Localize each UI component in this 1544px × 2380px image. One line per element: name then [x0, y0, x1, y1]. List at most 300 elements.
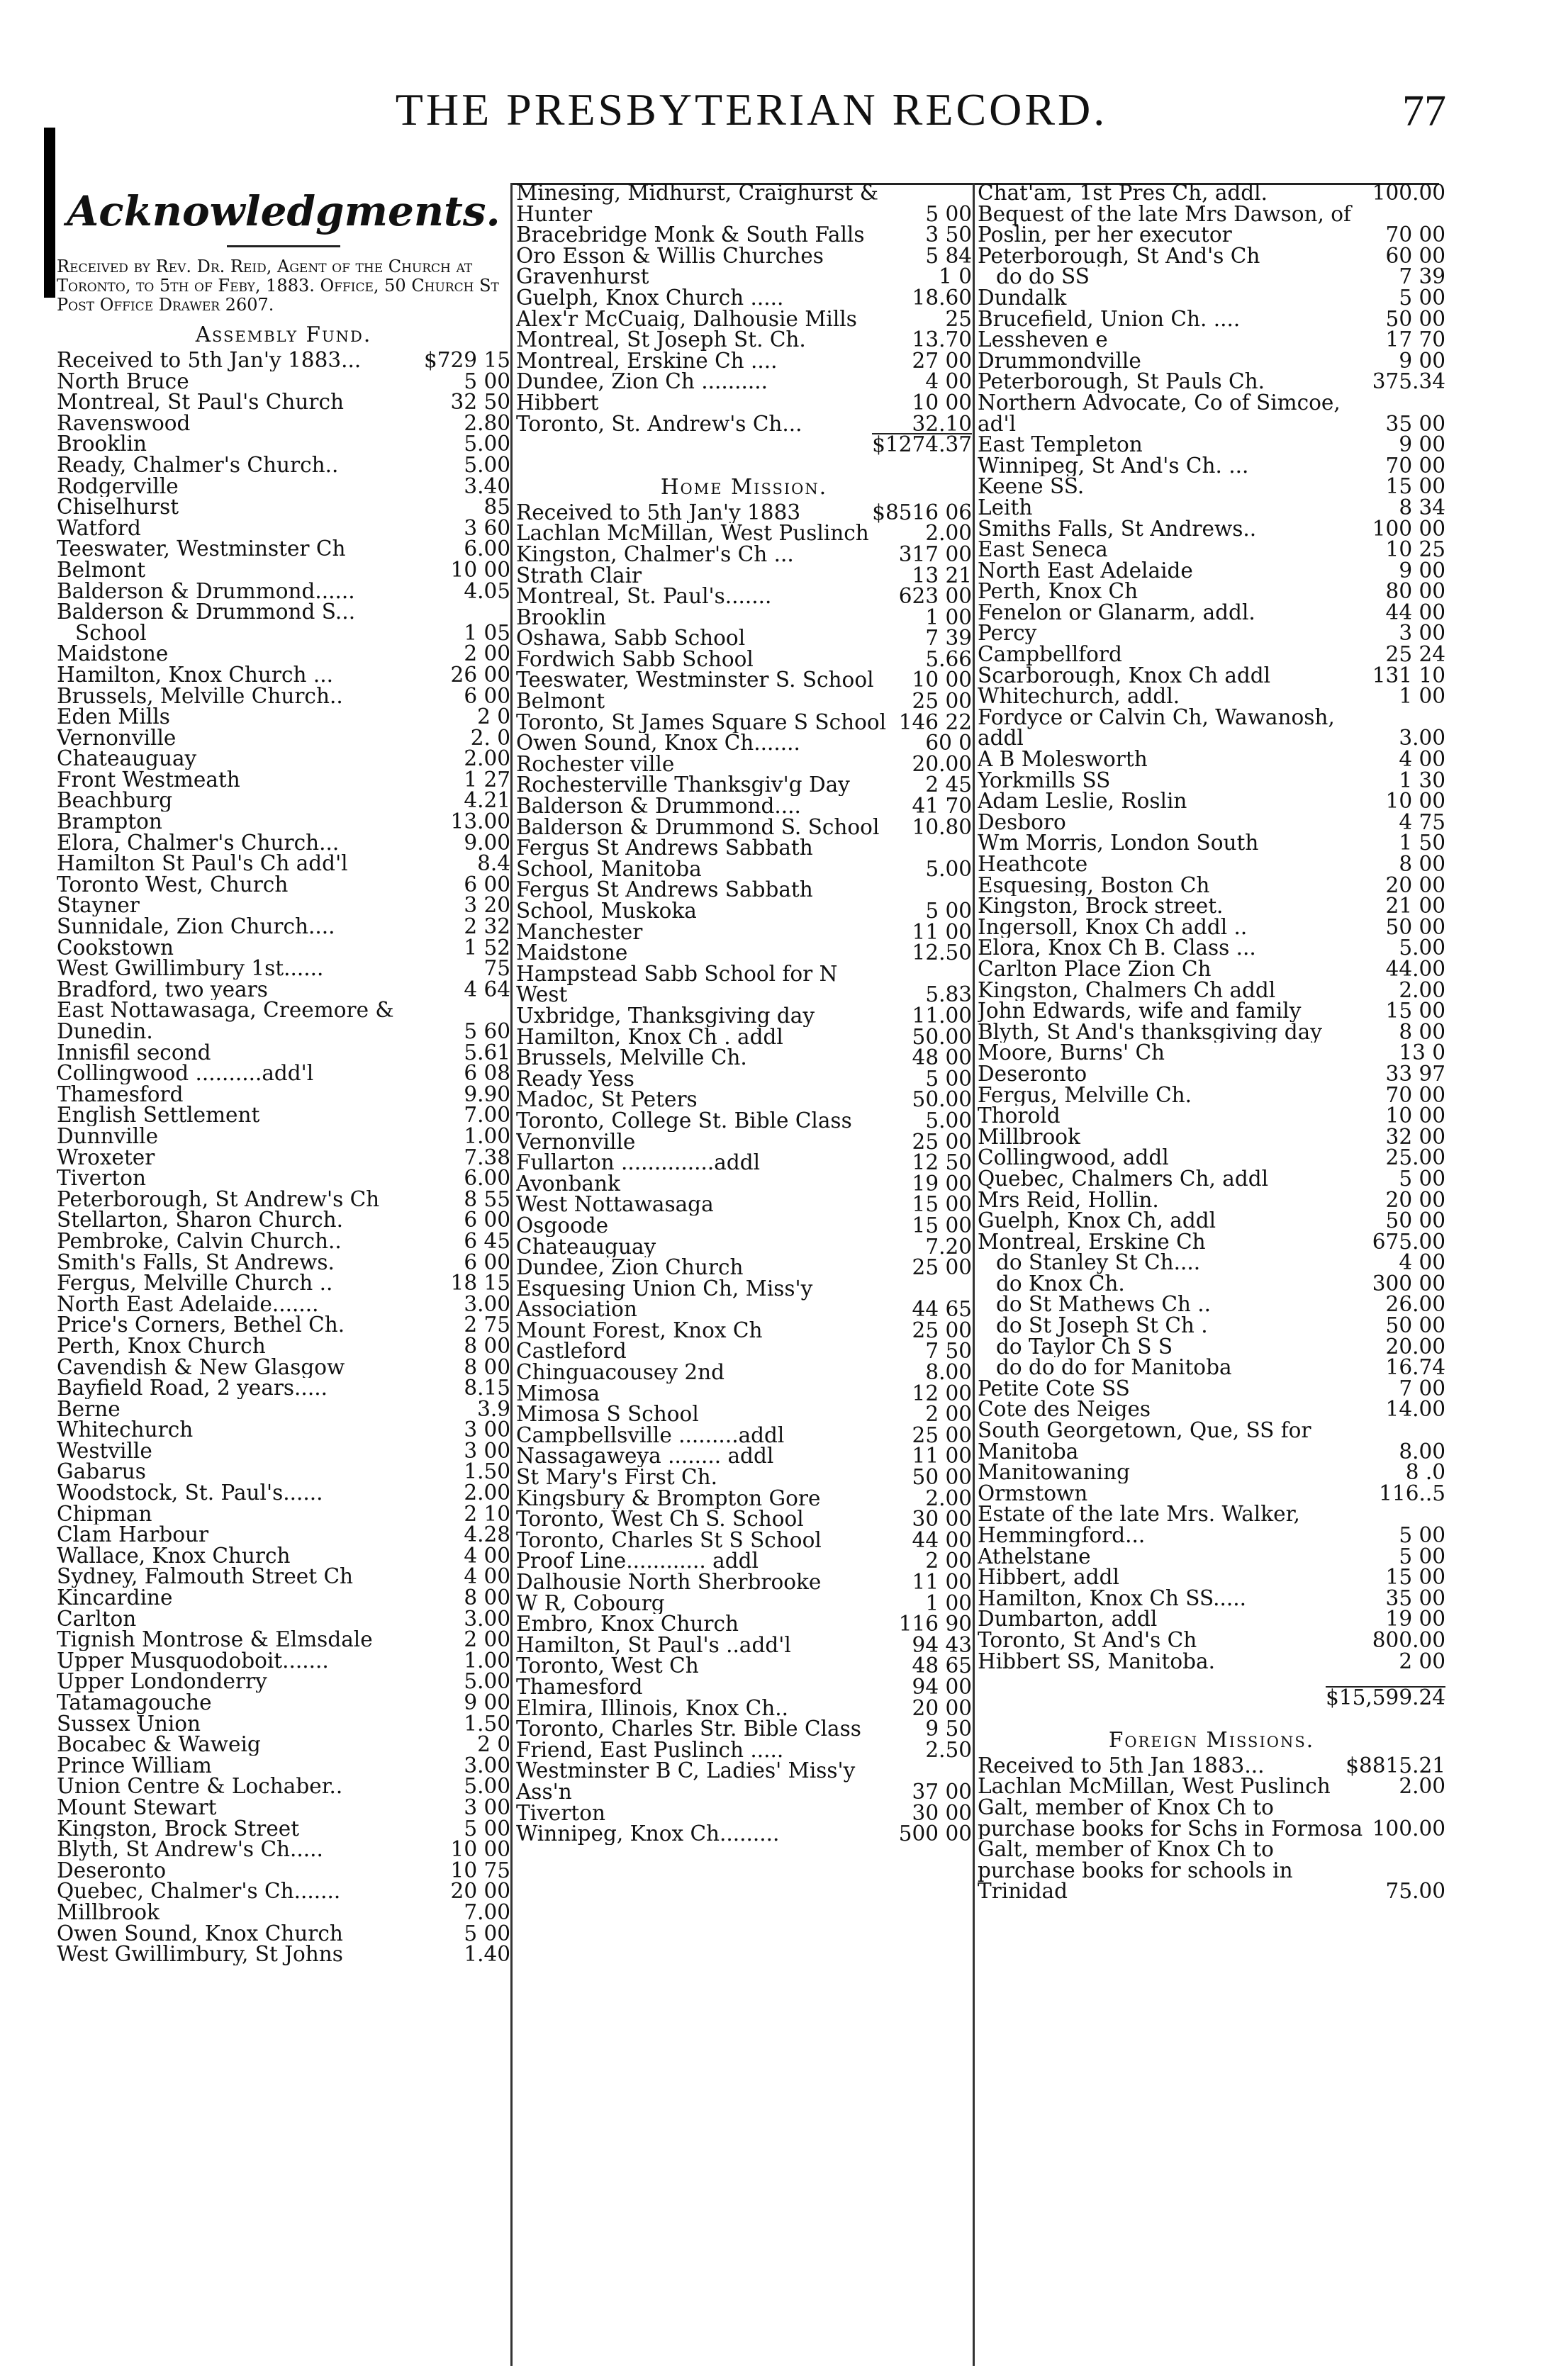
entry-amount: 60 0: [925, 731, 972, 756]
entry-name: Fergus St Andrews Sabbath School, Manitoba: [516, 838, 813, 880]
entry-row: [516, 709, 972, 734]
entry-row: [516, 1446, 972, 1467]
entry-row: [57, 767, 510, 792]
entry-name: South Georgetown, Que, SS for Manitoba: [978, 1420, 1311, 1463]
entry-row: [516, 670, 972, 691]
entry-name: Tatamagouche: [57, 1693, 212, 1714]
entry-amount: 9 50: [925, 1717, 972, 1741]
entry-name: Mount Stewart: [57, 1797, 217, 1819]
entry-row: [57, 1273, 510, 1294]
entry-name: Hamilton, Knox Church ...: [57, 664, 334, 686]
entry-amount: 5.00: [925, 1108, 972, 1133]
assembly-fund-total-row: [516, 434, 972, 456]
column-left: [57, 183, 510, 1965]
entry-amount: 1 52: [464, 935, 510, 960]
entry-amount: 2.00: [925, 521, 972, 546]
entry-name: Millbrook: [57, 1902, 160, 1924]
entry-amount: 8 00: [1399, 1019, 1445, 1044]
entry-row: [978, 306, 1445, 331]
entry-amount: 15 00: [1385, 1565, 1445, 1590]
entry-amount: 32 50: [450, 390, 510, 415]
entry-row: [978, 1399, 1445, 1420]
entry-name: Chiselhurst: [57, 497, 179, 518]
entry-name: Peterborough, St Andrew's Ch: [57, 1189, 380, 1211]
entry-row: [57, 1438, 510, 1463]
margin-bar: [44, 128, 55, 298]
entry-row: [57, 1711, 510, 1736]
entry-amount: 2. 0: [470, 725, 510, 750]
entry-name: Drummondville: [978, 350, 1141, 372]
entry-row: [978, 1334, 1445, 1359]
assembly-fund-heading: Assembly Fund.: [195, 322, 372, 347]
entry-amount: 3.00: [1399, 726, 1445, 751]
entry-name: Carlton Place Zion Ch: [978, 958, 1212, 980]
entry-amount: 6 00: [464, 1250, 510, 1274]
entry-amount: 5 00: [1399, 1166, 1445, 1191]
entry-row: [978, 539, 1445, 561]
entry-amount: 14.00: [1385, 1397, 1445, 1422]
entry-row: [978, 956, 1445, 981]
entry-row: [978, 1797, 1445, 1839]
entry-amount: 20.00: [1385, 1334, 1445, 1359]
entry-row: [978, 516, 1445, 541]
entry-name: Hamilton, St Paul's ..add'l: [516, 1634, 791, 1656]
entry-amount: 18.60: [912, 285, 972, 310]
entry-amount: 8.00: [1399, 1439, 1445, 1464]
entry-name: Quebec, Chalmer's Ch.......: [57, 1881, 341, 1902]
entry-amount: 5 00: [1399, 1544, 1445, 1568]
entry-amount: 2 00: [464, 641, 510, 666]
entry-row: [57, 895, 510, 916]
entry-name: Kingsbury & Brompton Gore: [516, 1488, 821, 1510]
home-mission-heading: Home Mission.: [660, 474, 828, 499]
entry-amount: 100.00: [1372, 1816, 1445, 1841]
entry-name: Madoc, St Peters: [516, 1089, 698, 1111]
entry-row: [978, 476, 1445, 498]
entry-name: Kingston, Chalmer's Ch ...: [516, 544, 794, 566]
entry-amount: 20 00: [912, 1695, 972, 1720]
entry-name: Montreal, Erskine Ch: [978, 1231, 1206, 1253]
entry-row: [57, 497, 510, 518]
entry-name: English Settlement: [57, 1105, 260, 1126]
entry-row: [516, 1066, 972, 1091]
entry-row: [516, 751, 972, 776]
entry-row: [516, 1194, 972, 1216]
entry-row: [978, 183, 1445, 204]
entry-name: Price's Corners, Bethel Ch.: [57, 1315, 345, 1336]
entry-name: North Bruce: [57, 371, 189, 393]
entry-name: Peterborough, St And's Ch: [978, 245, 1260, 267]
entry-name: Sunnidale, Zion Church....: [57, 916, 335, 938]
entry-amount: 5 00: [1399, 285, 1445, 310]
entry-name: Westminster B C, Ladies' Miss'y Ass'n: [516, 1761, 856, 1803]
entry-row: [978, 1001, 1445, 1022]
entry-name: Toronto, St James Square S School: [516, 712, 887, 734]
entry-row: [516, 306, 972, 331]
entry-name: Wallace, Knox Church: [57, 1545, 291, 1567]
entry-amount: 4 00: [1399, 747, 1445, 772]
entry-row: [57, 1063, 510, 1084]
entry-name: do Stanley St Ch....: [996, 1252, 1201, 1274]
entry-name: Elora, Knox Ch B. Class ...: [978, 938, 1256, 959]
entry-amount: 7 50: [925, 1339, 972, 1364]
entry-amount: 70 00: [1385, 453, 1445, 478]
entry-name: Athelstane: [978, 1546, 1091, 1568]
entry-name: Wm Morris, London South: [978, 833, 1259, 854]
entry-amount: 2 75: [464, 1313, 510, 1337]
home-mission-total-row: [978, 1685, 1445, 1710]
entry-name: Union Centre & Lochaber..: [57, 1776, 343, 1797]
entry-name: Pembroke, Calvin Church..: [57, 1230, 342, 1252]
entry-amount: 11.00: [912, 1003, 972, 1028]
entry-row: [57, 1606, 510, 1631]
entry-name: Wroxeter: [57, 1147, 155, 1169]
entry-amount: 2.00: [925, 1486, 972, 1510]
entry-name: Toronto, St. Andrew's Ch...: [516, 413, 802, 435]
entry-row: [516, 1171, 972, 1196]
entry-amount: 25 00: [912, 1255, 972, 1280]
entry-amount: 12 00: [912, 1381, 972, 1405]
entry-row: [516, 183, 972, 225]
entry-row: [978, 977, 1445, 1002]
entry-name: Cote des Neiges: [978, 1399, 1151, 1421]
entry-amount: 5.00: [464, 452, 510, 477]
entry-amount: 2 00: [464, 1627, 510, 1652]
entry-row: [516, 814, 972, 839]
entry-amount: 8.00: [925, 1360, 972, 1385]
entry-amount: 3 60: [464, 515, 510, 540]
entry-amount: 10 75: [450, 1858, 510, 1882]
entry-row: [516, 1509, 972, 1530]
entry-row: [516, 1257, 972, 1279]
entry-name: Smiths Falls, St Andrews..: [978, 518, 1257, 540]
entry-amount: 48 00: [912, 1045, 972, 1070]
entry-amount: 7.38: [464, 1145, 510, 1169]
entry-row: [57, 1566, 510, 1588]
entry-row: [57, 578, 510, 603]
entry-name: Esquesing, Boston Ch: [978, 875, 1210, 897]
entry-name: Innisfil second: [57, 1042, 211, 1064]
entry-row: [978, 1061, 1445, 1086]
entry-name: Ready, Chalmer's Church..: [57, 454, 339, 476]
entry-row: [57, 935, 510, 960]
entry-amount: 44.00: [1385, 956, 1445, 981]
entry-name: Winnipeg, Knox Ch.........: [516, 1824, 780, 1845]
entry-row: [516, 285, 972, 310]
entry-amount: 131 10: [1372, 663, 1445, 687]
entry-name: Ingersoll, Knox Ch addl ..: [978, 916, 1248, 938]
entry-row: [516, 523, 972, 544]
entry-amount: 44 00: [912, 1527, 972, 1552]
entry-amount: 15 00: [1385, 474, 1445, 499]
entry-name: West Gwillimbury, St Johns: [57, 1944, 343, 1965]
entry-amount: 44 00: [1385, 600, 1445, 624]
entry-row: [978, 1147, 1445, 1169]
entry-name: Fordwich Sabb School: [516, 649, 754, 670]
entry-amount: 5.61: [464, 1040, 510, 1065]
entry-row: [978, 558, 1445, 583]
entry-amount: 5.00: [925, 856, 972, 881]
entry-name: Minesing, Midhurst, Craighurst & Hunter: [516, 183, 878, 225]
entry-amount: 5 00: [925, 899, 972, 923]
entry-row: [516, 1590, 972, 1615]
entry-name: Petite Cote SS: [978, 1378, 1130, 1400]
entry-row: [57, 1734, 510, 1756]
entry-name: Dundalk: [978, 287, 1067, 309]
entry-row: [516, 1152, 972, 1174]
entry-row: [516, 1488, 972, 1510]
entry-row: [978, 1462, 1445, 1483]
entry-amount: 35 00: [1385, 1585, 1445, 1610]
entry-amount: 1.00: [464, 1648, 510, 1673]
entry-row: [978, 663, 1445, 687]
entry-row: [516, 838, 972, 880]
entry-row: [516, 646, 972, 671]
entry-row: [516, 1656, 972, 1677]
entry-name: A B Molesworth: [978, 749, 1148, 770]
entry-amount: 3 50: [925, 223, 972, 247]
entry-amount: 25 00: [912, 1129, 972, 1154]
entry-amount: 1 0: [939, 264, 972, 289]
entry-amount: 50 00: [1385, 1313, 1445, 1338]
entry-name: Brooklin: [516, 607, 607, 629]
entry-amount: 75.00: [1385, 1879, 1445, 1904]
entry-amount: 7.20: [925, 1234, 972, 1259]
entry-amount: 50 00: [1385, 914, 1445, 939]
entry-amount: 6 00: [464, 683, 510, 708]
entry-name: Belmont: [516, 691, 605, 712]
entry-name: Toronto, College St. Bible Class: [516, 1110, 852, 1132]
entry-amount: 16.74: [1385, 1355, 1445, 1380]
entry-name: Chipman: [57, 1503, 152, 1525]
entry-row: [516, 266, 972, 288]
entry-row: [57, 1860, 510, 1882]
entry-row: [516, 1089, 972, 1111]
entry-amount: 2.50: [925, 1737, 972, 1762]
entry-name: Stellarton, Sharon Church.: [57, 1210, 344, 1231]
entry-row: [57, 620, 510, 645]
entry-name: Whitechurch, addl.: [978, 686, 1180, 707]
entry-amount: 7.00: [464, 1103, 510, 1128]
entry-row: [57, 1040, 510, 1065]
entry-row: [978, 1271, 1445, 1296]
entry-amount: 2 0: [477, 1732, 510, 1757]
entry-name: Upper Musquodoboit.......: [57, 1650, 329, 1672]
entry-amount: 4 64: [464, 977, 510, 1001]
entry-row: [57, 1797, 510, 1819]
page-header: [57, 84, 1446, 155]
entry-row: [978, 371, 1445, 393]
entry-amount: 1 27: [464, 767, 510, 792]
entry-amount: 25 00: [912, 1422, 972, 1447]
entry-name: Dumbarton, addl: [978, 1609, 1158, 1630]
entry-row: [516, 1362, 972, 1383]
entry-name: Sydney, Falmouth Street Ch: [57, 1566, 354, 1588]
entry-name: Mimosa: [516, 1383, 600, 1405]
entry-amount: 26.00: [1385, 1292, 1445, 1317]
entry-row: [978, 266, 1445, 288]
entry-row: [57, 557, 510, 582]
entry-row: [516, 541, 972, 566]
entry-row: [57, 1000, 510, 1042]
entry-name: Brucefield, Union Ch. ....: [978, 308, 1241, 330]
entry-amount: $729 15: [424, 348, 510, 372]
entry-name: Dundee, Zion Church: [516, 1257, 744, 1279]
entry-name: Carlton: [57, 1608, 137, 1630]
entry-amount: 50.00: [912, 1087, 972, 1112]
entry-amount: 70 00: [1385, 223, 1445, 247]
entry-row: [978, 1106, 1445, 1127]
entry-row: [57, 725, 510, 750]
entry-name: Heathcote: [978, 854, 1088, 875]
entry-name: Upper Londonderry: [57, 1671, 267, 1693]
entry-name: Dundee, Zion Ch ..........: [516, 371, 768, 393]
entry-row: [57, 1147, 510, 1169]
entry-name: Tiverton: [516, 1802, 605, 1824]
entry-amount: 5.00: [464, 1669, 510, 1694]
entry-name: Chateauguay: [57, 748, 197, 770]
entry-row: [978, 791, 1445, 812]
entry-row: [57, 1944, 510, 1965]
entry-amount: 48 65: [912, 1654, 972, 1678]
entry-name: Tignish Montrose & Elmsdale: [57, 1629, 373, 1651]
entry-amount: 6 08: [464, 1061, 510, 1086]
entry-name: Hibbert, addl: [978, 1567, 1119, 1588]
entry-name: Berne: [57, 1398, 121, 1420]
entry-row: [57, 1228, 510, 1253]
entry-amount: 3.00: [464, 1606, 510, 1631]
entry-amount: 13.00: [450, 809, 510, 834]
entry-amount: 19 00: [1385, 1607, 1445, 1632]
entry-amount: 5 00: [1399, 1523, 1445, 1547]
entry-amount: 41 70: [912, 794, 972, 819]
entry-row: [978, 809, 1445, 834]
entry-amount: 1 00: [1399, 684, 1445, 709]
entry-amount: 85: [483, 495, 510, 520]
entry-row: [978, 1609, 1445, 1630]
entry-name: Kingston, Brock street.: [978, 896, 1224, 917]
entry-name: Fergus, Melville Church ..: [57, 1273, 333, 1294]
entry-name: do Knox Ch.: [996, 1273, 1125, 1295]
entry-amount: 2 32: [464, 914, 510, 939]
entry-amount: 30 00: [912, 1507, 972, 1532]
entry-amount: 13 0: [1399, 1040, 1445, 1065]
entry-amount: 50 00: [912, 1465, 972, 1490]
entry-amount: 2.80: [464, 410, 510, 435]
entry-row: [516, 1003, 972, 1028]
entry-row: [57, 1629, 510, 1651]
entry-row: [57, 916, 510, 938]
entry-amount: 13 21: [912, 563, 972, 588]
entry-row: [978, 1544, 1445, 1568]
entry-row: [57, 539, 510, 560]
entry-amount: 10.80: [912, 814, 972, 839]
entry-name: Peterborough, St Pauls Ch.: [978, 371, 1265, 393]
entry-row: [978, 1208, 1445, 1233]
entry-row: [516, 1632, 972, 1657]
entry-amount: 2 00: [925, 1402, 972, 1427]
entry-row: [516, 1234, 972, 1259]
entry-name: Toronto, Charles Str. Bible Class: [516, 1719, 861, 1740]
entry-amount: 3.40: [464, 473, 510, 498]
entry-row: [516, 919, 972, 944]
entry-amount: 10 00: [450, 557, 510, 582]
entry-row: [57, 473, 510, 498]
entry-amount: 1 05: [464, 620, 510, 645]
entry-amount: 2.00: [464, 1481, 510, 1505]
entry-row: [978, 623, 1445, 644]
entry-row: [978, 644, 1445, 666]
entry-row: [516, 1422, 972, 1447]
foreign-missions-list: [978, 1753, 1445, 1904]
entry-amount: 8 00: [464, 1333, 510, 1358]
home-mission-continued: [978, 183, 1445, 1672]
entry-row: [978, 833, 1445, 854]
entry-row: [978, 1124, 1445, 1149]
entry-name: do St Joseph St Ch .: [996, 1315, 1208, 1337]
entry-amount: 7 39: [925, 626, 972, 651]
heading-rule: [227, 245, 340, 247]
entry-name: Manitowaning: [978, 1462, 1130, 1483]
entry-amount: 116 90: [898, 1612, 972, 1637]
entry-name: Keene SS.: [978, 476, 1085, 498]
entry-amount: 300 00: [1372, 1271, 1445, 1296]
entry-name: Dunnville: [57, 1126, 159, 1147]
entry-row: [516, 1572, 972, 1593]
entry-amount: 1 00: [925, 1590, 972, 1615]
entry-amount: 20 00: [1385, 872, 1445, 897]
entry-name: Kingston, Brock Street: [57, 1818, 300, 1840]
entry-amount: 70 00: [1385, 1082, 1445, 1107]
entry-row: [516, 563, 972, 588]
page-number: 77: [1402, 87, 1446, 135]
entry-row: [516, 628, 972, 649]
entry-amount: 1 30: [1399, 768, 1445, 792]
entry-row: [57, 790, 510, 812]
entry-name: Received to 5th Jan 1883...: [978, 1755, 1265, 1777]
entry-name: Thorold: [978, 1106, 1061, 1127]
entry-row: [516, 1024, 972, 1049]
entry-row: [978, 602, 1445, 624]
entry-row: [978, 1252, 1445, 1274]
entry-name: Clam Harbour: [57, 1525, 209, 1546]
entry-name: do do do for Manitoba: [996, 1357, 1232, 1379]
entry-name: Maidstone: [57, 644, 169, 665]
entry-amount: 5 00: [925, 201, 972, 226]
entry-name: Desboro: [978, 812, 1066, 833]
entry-name: Balderson & Drummond S...: [57, 602, 356, 623]
entry-name: Estate of the late Mrs. Walker, Hemmingford...: [978, 1504, 1300, 1547]
entry-amount: 3 20: [464, 893, 510, 918]
home-mission-total: $15,599.24: [1326, 1685, 1445, 1710]
entry-row: [516, 327, 972, 352]
entry-row: [516, 943, 972, 964]
entry-amount: 75: [483, 956, 510, 981]
entry-amount: 26 00: [450, 662, 510, 687]
entry-row: [57, 434, 510, 455]
entry-row: [57, 1690, 510, 1714]
entry-row: [57, 1105, 510, 1126]
entry-row: [57, 1084, 510, 1106]
entry-amount: 375.34: [1372, 369, 1445, 394]
entry-amount: 27 00: [912, 348, 972, 373]
entry-row: [516, 411, 972, 436]
entry-row: [978, 896, 1445, 917]
entry-row: [516, 1108, 972, 1133]
entry-amount: 5.00: [464, 1774, 510, 1799]
entry-amount: 4 75: [1399, 809, 1445, 834]
entry-amount: 8 .0: [1405, 1460, 1445, 1485]
